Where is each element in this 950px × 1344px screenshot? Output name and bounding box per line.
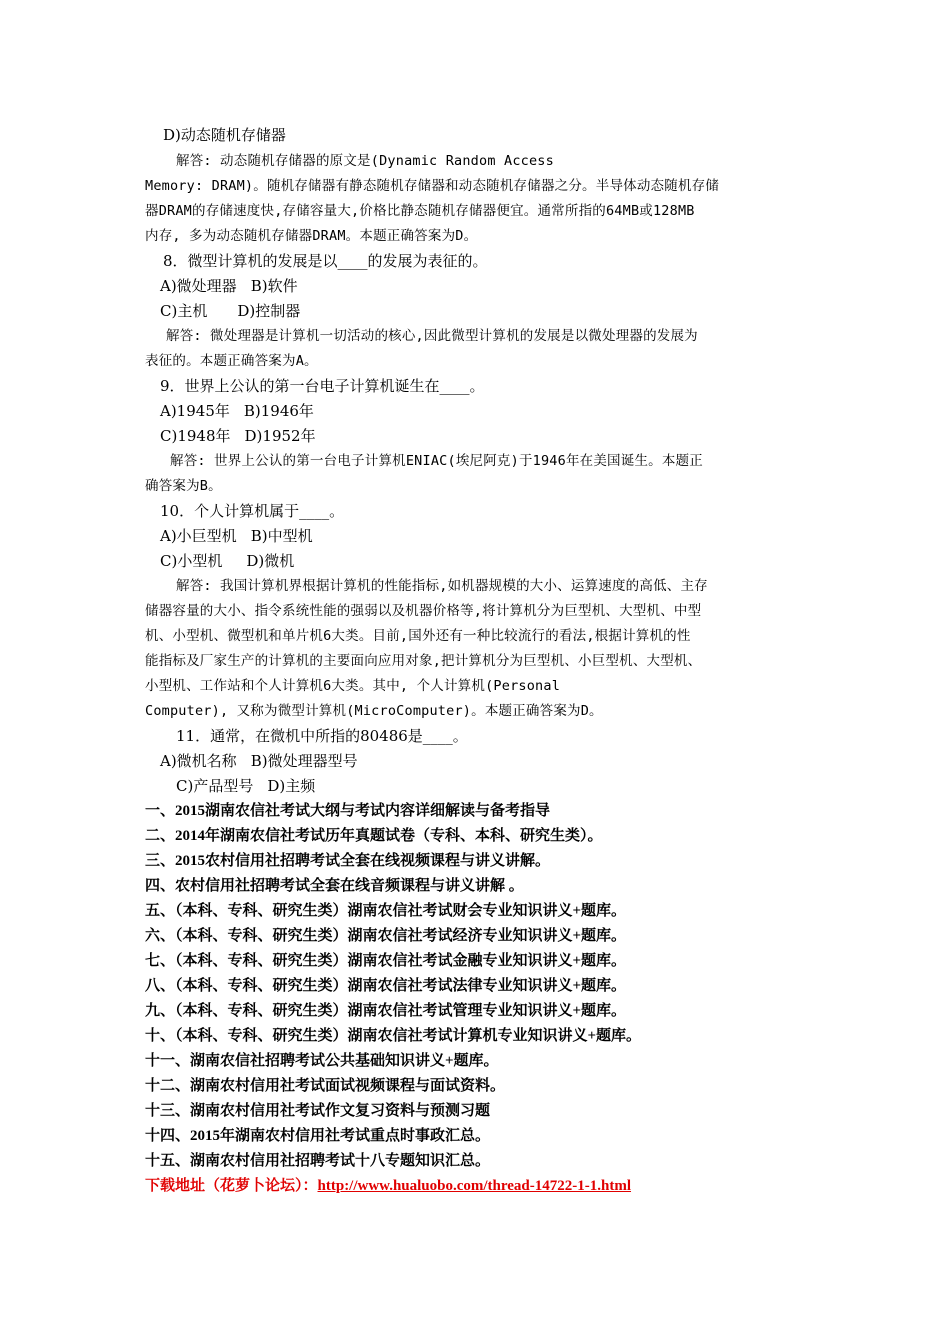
q10-answer-line-3: 机、小型机、微型机和单片机6大类。目前,国外还有一种比较流行的看法,根据计算机的性 <box>145 628 691 644</box>
q10-options-cd <box>160 549 294 574</box>
q8-answer-line-1: 解答: 微处理器是计算机一切活动的核心,因此微型计算机的发展是以微处理器的发展为 <box>166 328 698 344</box>
q10-option-b: B)中型机 <box>250 527 313 545</box>
q10-option-d: D)微机 <box>246 552 295 570</box>
q9-question: 9．世界上公认的第一台电子计算机诞生在____。 <box>160 377 485 395</box>
q9-option-c: C)1948年 <box>160 427 231 445</box>
resource-item: 四、农村信用社招聘考试全套在线音频课程与讲义讲解 。 <box>145 878 524 894</box>
q7-option-d: D)动态随机存储器 <box>163 126 286 144</box>
q8-question: 8．微型计算机的发展是以____的发展为表征的。 <box>163 252 488 270</box>
resource-item: 七、（本科、专科、研究生类）湖南农信社考试金融专业知识讲义+题库。 <box>145 953 627 969</box>
q8-option-a: A)微处理器 <box>160 277 237 295</box>
q8-option-c: C)主机 <box>160 302 208 320</box>
q11-options-ab <box>160 749 358 774</box>
q10-option-a: A)小巨型机 <box>160 527 237 545</box>
q10-option-c: C)小型机 <box>160 552 223 570</box>
q10-answer-line-1: 解答: 我国计算机界根据计算机的性能指标,如机器规模的大小、运算速度的高低、主存 <box>176 578 708 594</box>
resource-item: 二、2014年湖南农信社考试历年真题试卷（专科、本科、研究生类）。 <box>145 828 603 844</box>
resource-item: 一、2015湖南农信社考试大纲与考试内容详细解读与备考指导 <box>145 803 551 819</box>
q11-question: 11．通常，在微机中所指的80486是____。 <box>176 727 468 745</box>
q9-options-cd <box>160 424 316 449</box>
download-link[interactable]: http://www.hualuobo.com/thread-14722-1-1.html <box>317 1178 632 1194</box>
q7-answer-line-4: 内存, 多为动态随机存储器DRAM。本题正确答案为D。 <box>145 228 478 244</box>
resource-item: 十四、2015年湖南农村信用社考试重点时事政汇总。 <box>145 1128 491 1144</box>
resource-item: 十二、湖南农村信用社考试面试视频课程与面试资料。 <box>145 1078 506 1094</box>
resource-item: 八、（本科、专科、研究生类）湖南农信社考试法律专业知识讲义+题库。 <box>145 978 627 994</box>
q8-option-b: B)软件 <box>250 277 298 295</box>
q9-answer-line-2: 确答案为B。 <box>145 478 222 494</box>
resource-item: 五、（本科、专科、研究生类）湖南农信社考试财会专业知识讲义+题库。 <box>145 903 627 919</box>
q10-answer-line-2: 储器容量的大小、指令系统性能的强弱以及机器价格等,将计算机分为巨型机、大型机、中型 <box>145 603 702 619</box>
q9-option-b: B)1946年 <box>243 402 314 420</box>
q10-answer-line-5: 小型机、工作站和个人计算机6大类。其中, 个人计算机(Personal <box>145 678 561 694</box>
q8-option-d: D)控制器 <box>237 302 301 320</box>
q9-option-d: D)1952年 <box>244 427 316 445</box>
q10-answer-line-4: 能指标及厂家生产的计算机的主要面向应用对象,把计算机分为巨型机、小巨型机、大型机、 <box>145 653 702 669</box>
q9-option-a: A)1945年 <box>160 402 230 420</box>
q11-option-d: D)主频 <box>267 777 316 795</box>
q9-answer-line-1: 解答: 世界上公认的第一台电子计算机ENIAC(埃尼阿克)于1946年在美国诞生。本题正 <box>170 453 703 469</box>
q10-options-ab <box>160 524 313 549</box>
download-label: 下载地址（花萝卜论坛）： <box>145 1178 318 1194</box>
q9-options-ab <box>160 399 314 424</box>
resource-item: 十一、湖南农信社招聘考试公共基础知识讲义+题库。 <box>145 1053 499 1069</box>
q10-answer-line-6: Computer), 又称为微型计算机(MicroComputer)。本题正确答案为D。 <box>145 703 603 719</box>
q8-options-cd <box>160 299 300 324</box>
q8-options-ab <box>160 274 298 299</box>
q11-option-a: A)微机名称 <box>160 752 237 770</box>
resource-item: 十五、湖南农村信用社招聘考试十八专题知识汇总。 <box>145 1153 491 1169</box>
q11-option-c: C)产品型号 <box>176 777 254 795</box>
q8-answer-line-2: 表征的。本题正确答案为A。 <box>145 353 318 369</box>
download-line <box>145 1174 631 1199</box>
resource-item: 六、（本科、专科、研究生类）湖南农信社考试经济专业知识讲义+题库。 <box>145 928 627 944</box>
resource-item: 十、（本科、专科、研究生类）湖南农信社考试计算机专业知识讲义+题库。 <box>145 1028 642 1044</box>
resource-item: 三、2015农村信用社招聘考试全套在线视频课程与讲义讲解。 <box>145 853 551 869</box>
q7-answer-line-1: 解答: 动态随机存储器的原文是(Dynamic Random Access <box>176 153 554 169</box>
q11-option-b: B)微处理器型号 <box>250 752 358 770</box>
q11-options-cd <box>176 774 315 799</box>
q10-question: 10．个人计算机属于____。 <box>160 502 345 520</box>
resource-item: 十三、湖南农村信用社考试作文复习资料与预测习题 <box>145 1103 491 1119</box>
q7-answer-line-2: Memory: DRAM)。随机存储器有静态随机存储器和动态随机存储器之分。半导体动态随机存储 <box>145 178 720 194</box>
resource-item: 九、（本科、专科、研究生类）湖南农信社考试管理专业知识讲义+题库。 <box>145 1003 627 1019</box>
q7-answer-line-3: 器DRAM的存储速度快,存储容量大,价格比静态随机存储器便宜。通常所指的64MB或128MB <box>145 203 695 219</box>
